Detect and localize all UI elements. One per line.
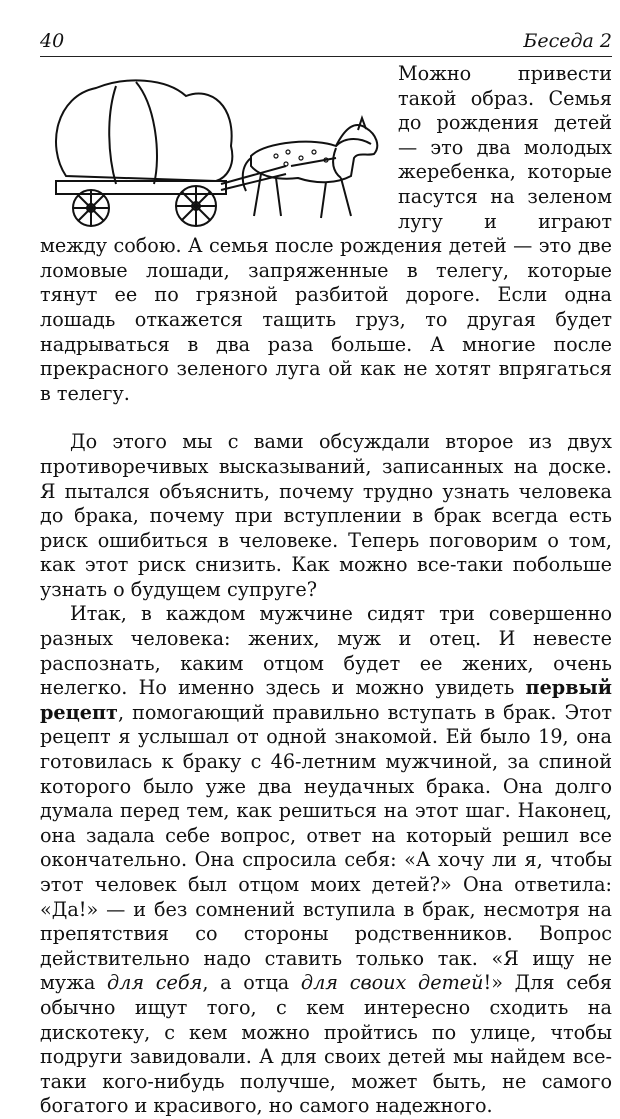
page-header [40, 30, 612, 57]
paragraph-horse-image: Можно привести такой образ. Семья до рождения детей — это два молодых жеребенка, которые пасутся на зеленом лугу и играют между собою. А семья после рождения детей — это две ломовые лошади, запряженные в телегу, которые тянут ее по грязной разбитой дороге. Если одна лошадь откажется тащить груз, то другая будет надрываться в два раза больше. А многие после прекрасного зеленого луга ой как не хотят впрягаться в телегу. [40, 62, 612, 405]
recipe-text-b: , помогающий правильно вступать в брак. Этот рецепт я услышал от одной знакомой. Ей было 19, она готовилась к браку с 46-летним мужчиной, за спиной которого было уже два неудачных брака. Она долго думала перед тем, как решиться на этот шаг. Наконец, она задала себе вопрос, ответ на который решил все окончательно. Она спросила себя: «А хочу ли я, чтобы этот человек был отцом моих детей?» Она ответила: «Да!» — и без сомнений вступила в брак, несмотря на препятствия со стороны родственников. Вопрос действительно надо ставить только так. «Я ищу не мужа [40, 700, 612, 995]
page-number: 40 [40, 30, 65, 52]
paragraph-gap [40, 406, 612, 430]
chapter-title: Беседа 2 [523, 30, 612, 52]
recipe-text-a: Итак, в каждом мужчине сидят три совершенно разных человека: жених, муж и отец. И невесте распознать, каким отцом будет ее жених, очень нелегко. Но именно здесь и можно увидеть [40, 602, 612, 700]
recipe-text-d: !» Для себя обычно ищут того, с кем интересно сходить на дискотеку, с кем можно пройтись по улице, чтобы подруги завидовали. А для своих детей мы найдем все-таки кого-нибудь получше, может быть, не самого богатого и красивого, но самого надежного. [40, 971, 612, 1118]
paragraph-contradiction: До этого мы с вами обсуждали второе из двух противоречивых высказываний, записанных на доске. Я пытался объяснить, почему трудно узнать человека до брака, почему при вступлении в брак всегда есть риск ошибиться в человеке. Теперь поговорим о том, как этот риск снизить. Как можно все-таки побольше узнать о будущем супруге? [40, 430, 612, 601]
page-body [40, 62, 612, 1119]
recipe-text-c: , а отца [202, 971, 301, 995]
recipe-italic-1: для себя [107, 971, 203, 995]
recipe-bold: первый рецепт [40, 676, 612, 724]
paragraph-first-recipe [40, 602, 612, 1118]
horse-cart-illustration [36, 66, 386, 234]
recipe-italic-2: для своих детей [300, 971, 484, 995]
